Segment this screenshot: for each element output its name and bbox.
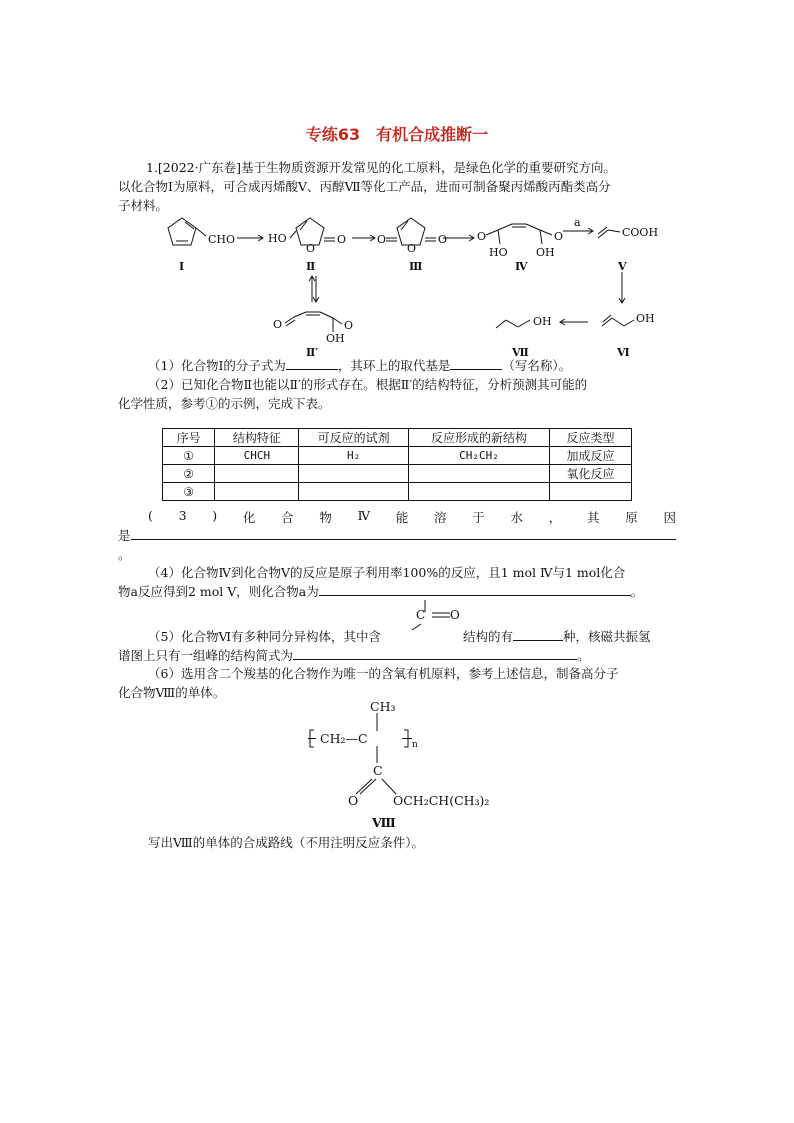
label-I: Ⅰ bbox=[179, 260, 185, 273]
polymer-label: Ⅷ bbox=[372, 815, 396, 830]
intro-line-2: 以化合物Ⅰ为原料，可合成丙烯酸Ⅴ、丙醇Ⅶ等化工产品，进而可制备聚丙烯酸丙酯类高分 bbox=[118, 179, 611, 194]
label-o-IV-right: O bbox=[554, 230, 564, 243]
question-2 bbox=[118, 375, 678, 413]
table-cell: CHCH bbox=[215, 447, 299, 465]
label-II: Ⅱ bbox=[306, 260, 316, 273]
label-o-IV-left: O bbox=[477, 230, 487, 243]
label-cooh: COOH bbox=[622, 226, 659, 239]
q3-line-2: 是 bbox=[118, 528, 131, 543]
table-row bbox=[163, 465, 632, 483]
q3-end: 。 bbox=[118, 547, 131, 562]
label-oh-IIp: OH bbox=[326, 332, 345, 345]
label-oh-VII: OH bbox=[533, 315, 552, 328]
table-cell: 加成反应 bbox=[550, 447, 632, 465]
q3-char: Ⅳ bbox=[357, 508, 371, 523]
question-5-line-1b bbox=[463, 627, 651, 645]
q5-carbonyl-o: O bbox=[450, 608, 460, 622]
label-ho-II: HO bbox=[268, 232, 287, 245]
q5-line-2: 谱图上只有一组峰的结构简式为 bbox=[118, 648, 294, 663]
label-IV: Ⅳ bbox=[515, 260, 528, 273]
q3-char: ) bbox=[212, 508, 218, 523]
label-o-II: O bbox=[306, 242, 316, 255]
label-cho: CHO bbox=[208, 233, 236, 246]
label-o-II-carbonyl: O bbox=[337, 233, 347, 246]
table-cell-input[interactable] bbox=[550, 483, 632, 501]
q6-line-1: （6）选用含二个羧基的化合物作为唯一的含氧有机原料，参考上述信息，制备高分子 bbox=[148, 666, 619, 681]
q1-blank-substituent[interactable] bbox=[450, 356, 502, 370]
intro-line-3: 子材料。 bbox=[118, 198, 169, 213]
table-cell-input[interactable] bbox=[215, 483, 299, 501]
q4-end: 。 bbox=[630, 584, 644, 599]
final-question: 写出Ⅷ的单体的合成路线（不用注明反应条件）。 bbox=[148, 835, 424, 850]
table-row bbox=[163, 447, 632, 465]
q3-char: 3 bbox=[178, 508, 187, 523]
table-cell: ③ bbox=[163, 483, 215, 501]
q1-text: （1）化合物Ⅰ的分子式为 bbox=[148, 358, 286, 373]
question-1 bbox=[148, 356, 571, 374]
label-ho-IV: HO bbox=[489, 246, 508, 259]
table-header: 反应形成的新结构 bbox=[408, 429, 549, 447]
table-cell-input[interactable] bbox=[215, 465, 299, 483]
q3-char: ( bbox=[148, 508, 153, 523]
table-cell: 氧化反应 bbox=[550, 465, 632, 483]
label-o-IIp: O bbox=[273, 318, 283, 331]
polymer-n: n bbox=[412, 740, 418, 750]
table-cell-input[interactable] bbox=[299, 465, 408, 483]
q3-char: 物 bbox=[319, 510, 332, 525]
table-header: 结构特征 bbox=[215, 429, 299, 447]
q3-char: 原 bbox=[625, 510, 638, 525]
reaction-table bbox=[162, 428, 632, 501]
q1-mid: ，其环上的取代基是 bbox=[337, 358, 451, 373]
table-header: 反应类型 bbox=[550, 429, 632, 447]
page-title: 专练63 有机合成推断一 bbox=[305, 125, 489, 144]
q5-line-1c: 种，核磁共振氢 bbox=[563, 629, 651, 644]
table-cell-input[interactable] bbox=[408, 483, 549, 501]
label-V: Ⅴ bbox=[618, 260, 627, 273]
label-III: Ⅲ bbox=[409, 260, 423, 273]
label-oh-VI: OH bbox=[636, 312, 655, 325]
q2-line-1: （2）已知化合物Ⅱ也能以Ⅱ′的形式存在。根据Ⅱ′的结构特征，分析预测其可能的 bbox=[148, 377, 588, 392]
reaction-scheme bbox=[0, 205, 794, 365]
intro-line-1: 1.[2022·广东卷]基于生物质资源开发常见的化工原料，是绿色化学的重要研究方向。 bbox=[146, 160, 616, 175]
table-cell: CH₂CH₂ bbox=[408, 447, 549, 465]
question-5-line-2 bbox=[118, 646, 590, 664]
label-VII: Ⅶ bbox=[512, 346, 529, 359]
q3-char: 能 bbox=[395, 510, 409, 525]
q2-line-2: 化学性质，参考①的示例，完成下表。 bbox=[118, 396, 331, 411]
question-3-line-2 bbox=[118, 526, 676, 544]
q3-char: 合 bbox=[281, 510, 294, 525]
label-o-III-right: O bbox=[438, 233, 448, 246]
q1-end: （写名称）。 bbox=[502, 358, 572, 373]
polymer-VIII-structure bbox=[300, 695, 540, 835]
table-row bbox=[163, 483, 632, 501]
q4-line-2: 物a反应得到2 mol Ⅴ，则化合物a为 bbox=[118, 584, 319, 599]
label-o-III-ring: O bbox=[407, 242, 417, 255]
table-cell: ② bbox=[163, 465, 215, 483]
q3-char: 于 bbox=[472, 510, 485, 525]
label-oh-IV: OH bbox=[536, 246, 555, 259]
label-o-III-left: O bbox=[377, 233, 387, 246]
label-VI: Ⅵ bbox=[617, 346, 630, 359]
q5-line-1a: （5）化合物Ⅵ有多种同分异构体，其中含 bbox=[148, 629, 382, 644]
polymer-ester-group: OCH₂CH(CH₃)₂ bbox=[393, 793, 490, 808]
q4-blank-compound-a[interactable] bbox=[319, 582, 631, 596]
q3-char: 化 bbox=[242, 510, 256, 525]
q3-char: ， bbox=[548, 510, 562, 525]
table-header: 序号 bbox=[163, 429, 215, 447]
q6-line-2: 化合物Ⅷ的单体。 bbox=[118, 685, 226, 700]
label-reagent-a: a bbox=[574, 216, 581, 229]
label-IIp: Ⅱ′ bbox=[306, 346, 319, 359]
q5-blank-structure[interactable] bbox=[293, 646, 577, 660]
q3-blank-reason[interactable] bbox=[131, 526, 676, 540]
q4-line-1: （4）化合物Ⅳ到化合物Ⅴ的反应是原子利用率100%的反应，且1 mol Ⅳ与1 mol化合 bbox=[148, 565, 626, 580]
q5-end: 。 bbox=[577, 648, 590, 663]
polymer-carbonyl-c: C bbox=[373, 763, 383, 778]
q1-blank-formula[interactable] bbox=[286, 356, 338, 370]
q3-char: 因 bbox=[663, 510, 676, 525]
q3-char: 水 bbox=[510, 510, 524, 525]
q5-carbonyl-c: C bbox=[416, 608, 426, 622]
table-cell-input[interactable] bbox=[408, 465, 549, 483]
polymer-carbonyl-o: O bbox=[348, 793, 359, 808]
q5-blank-count[interactable] bbox=[513, 627, 563, 641]
table-cell-input[interactable] bbox=[299, 483, 408, 501]
question-4-line-2 bbox=[118, 582, 643, 600]
table-cell: ① bbox=[163, 447, 215, 465]
table-header-row bbox=[163, 429, 632, 447]
table-cell: H₂ bbox=[299, 447, 408, 465]
polymer-ch3: CH₃ bbox=[370, 699, 396, 714]
question-5-line-1 bbox=[148, 627, 381, 645]
question-3-line-1 bbox=[148, 508, 676, 526]
q5-line-1b: 结构的有 bbox=[463, 629, 514, 644]
table-header: 可反应的试剂 bbox=[299, 429, 408, 447]
label-o-IIp-right: O bbox=[344, 319, 354, 332]
q3-char: 其 bbox=[586, 510, 600, 525]
polymer-chain: CH₂—C bbox=[320, 731, 368, 746]
q3-char: 溶 bbox=[434, 510, 447, 525]
